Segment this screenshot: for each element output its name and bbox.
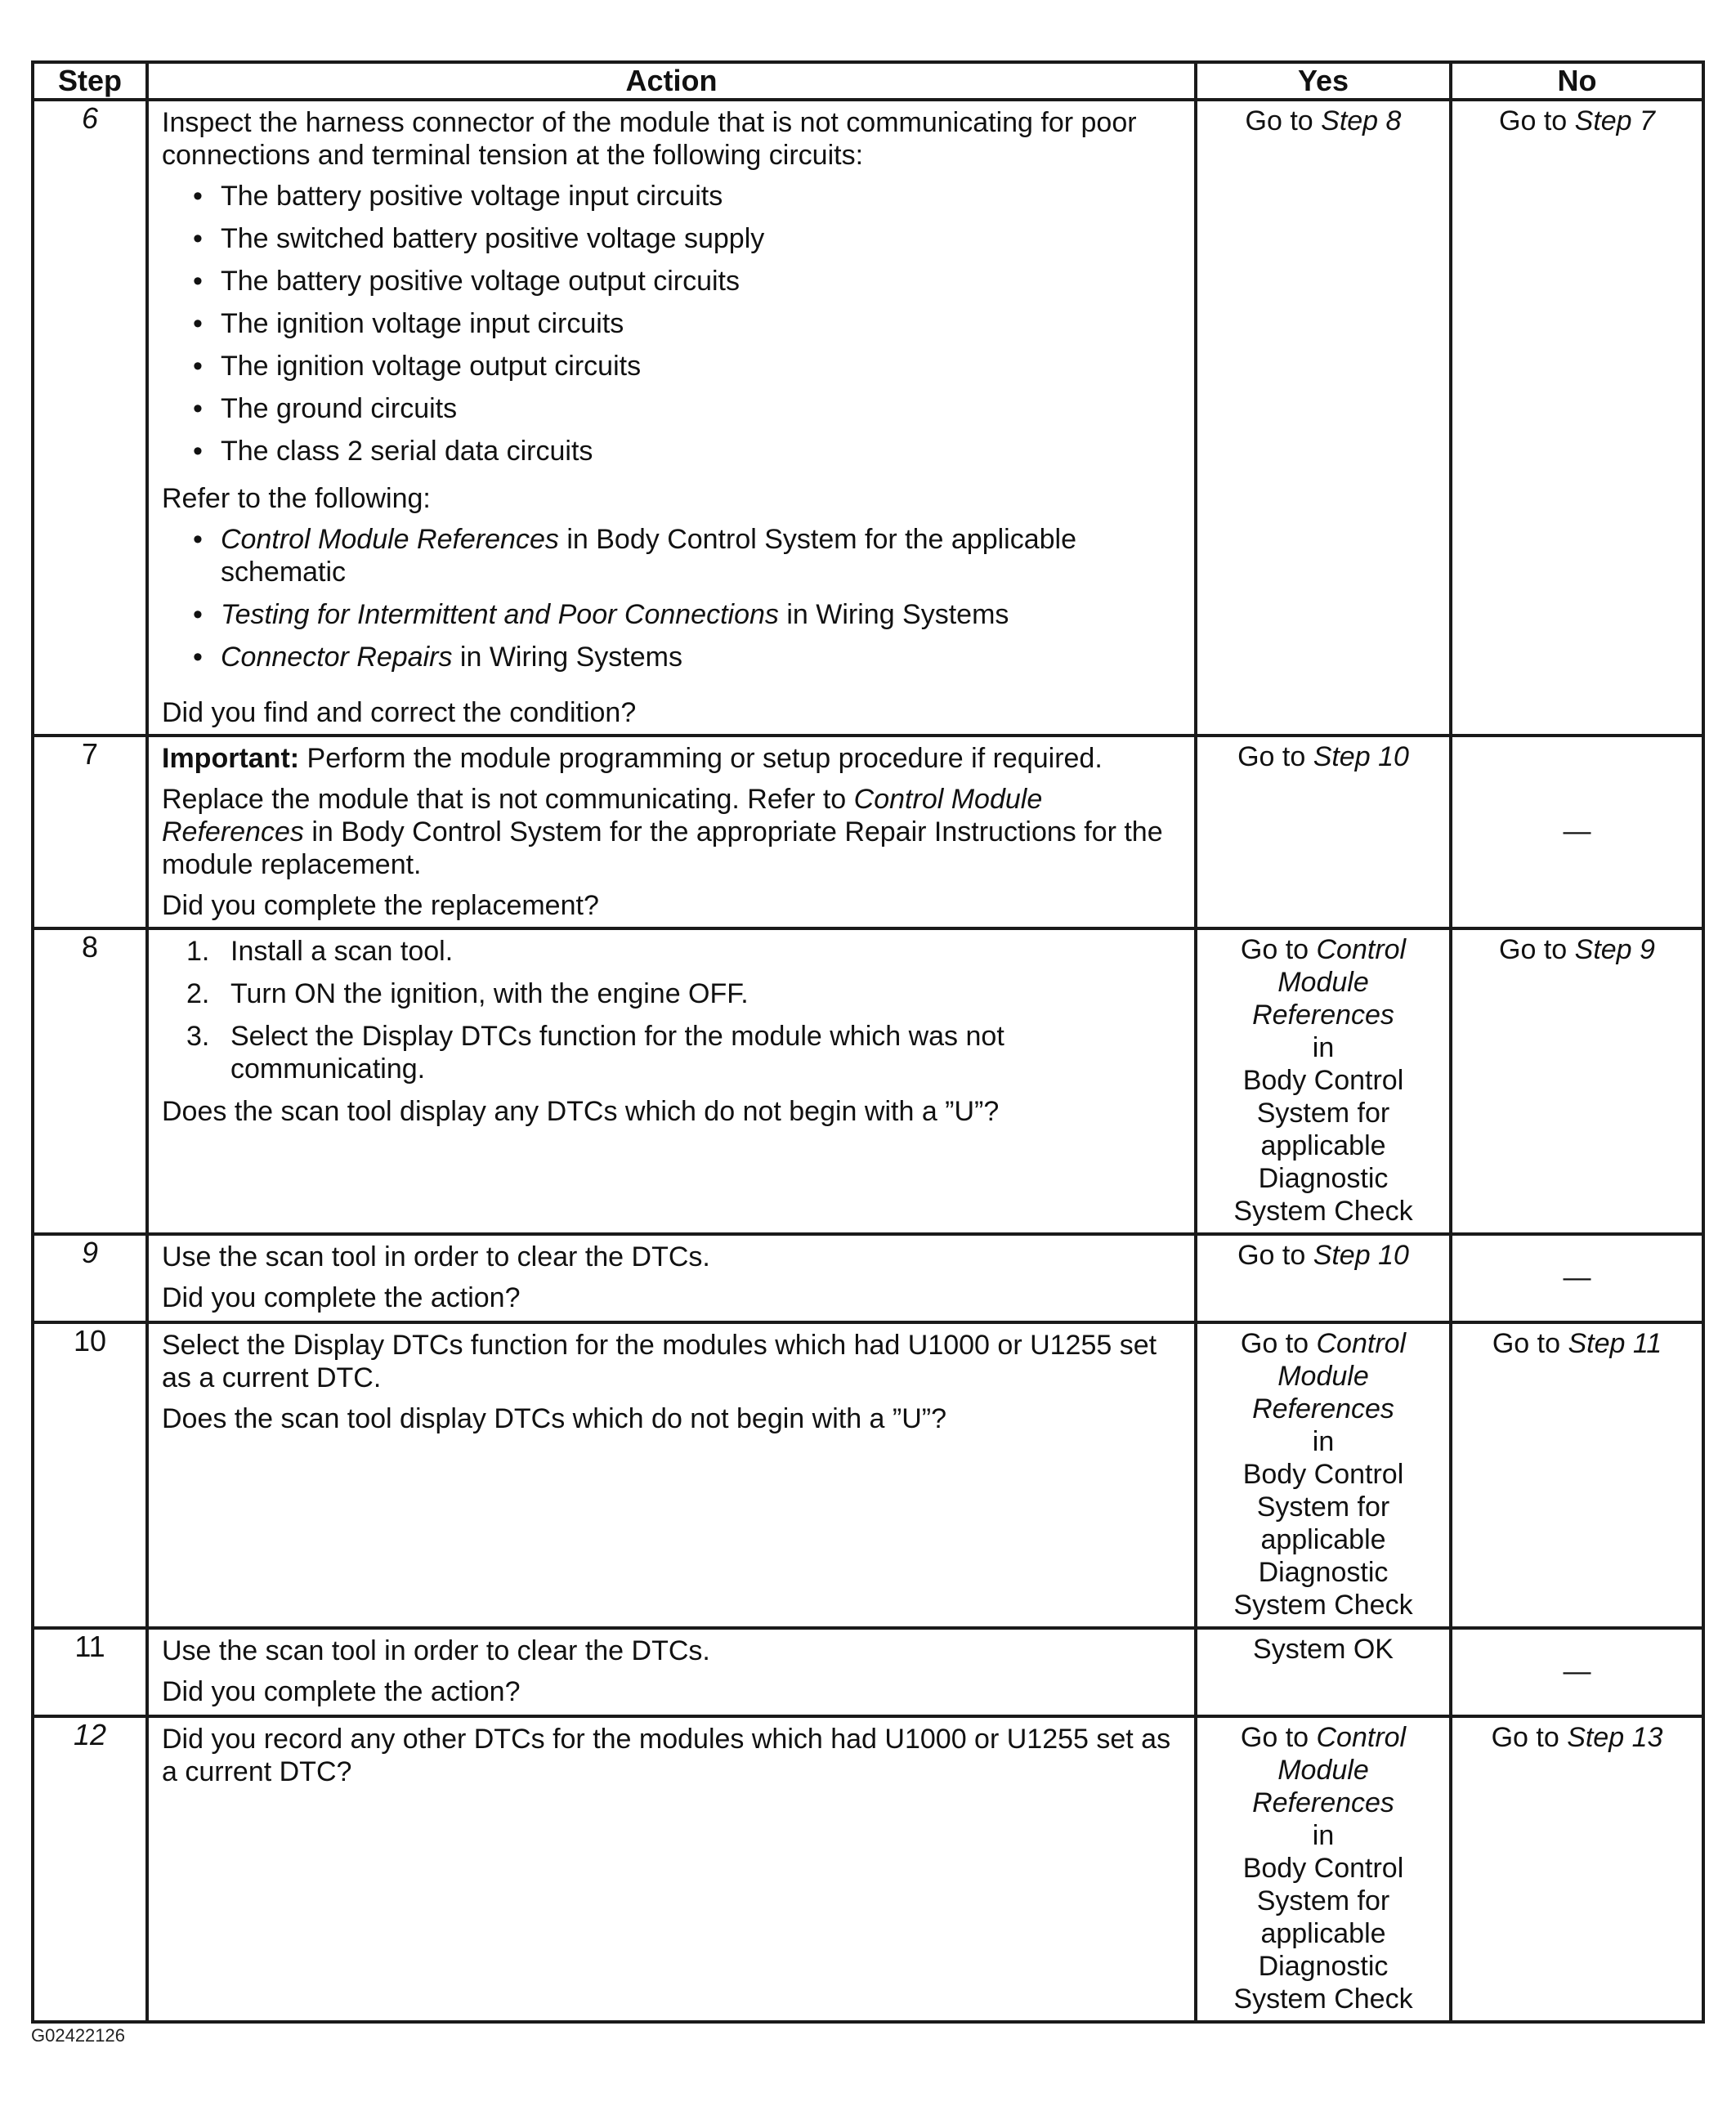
- table-row: [33, 1234, 1703, 1322]
- header-step: Step: [33, 62, 147, 100]
- yes-cell: Go to Step 10: [1196, 1234, 1451, 1322]
- list-item: • The battery positive voltage output circuits: [193, 266, 740, 297]
- no-cell: Go to Step 11: [1451, 1322, 1703, 1628]
- question-text: Does the scan tool display DTCs which do not begin with a ”U”?: [162, 1403, 947, 1434]
- list-item: • The class 2 serial data circuits: [193, 436, 593, 467]
- yes-cell: Go to Control Module References in Body Control System for applicable Diagnostic System Check: [1196, 928, 1451, 1234]
- table-row: [33, 1716, 1703, 2022]
- figure-code: G02422126: [31, 2025, 125, 2046]
- important-note: Important: Perform the module programming or setup procedure if required.: [162, 743, 1103, 774]
- question-text: Did you complete the action?: [162, 1676, 521, 1707]
- no-cell: —: [1451, 1234, 1703, 1322]
- question-text: Does the scan tool display any DTCs which do not begin with a ”U”?: [162, 1096, 1000, 1127]
- step-number: 10: [33, 1322, 147, 1628]
- list-item: • The battery positive voltage input circuits: [193, 181, 723, 212]
- table-row: [33, 736, 1703, 928]
- step-number: 7: [33, 736, 147, 928]
- list-item: • The ground circuits: [193, 393, 458, 424]
- list-item: • The ignition voltage input circuits: [193, 308, 624, 339]
- action-text: Use the scan tool in order to clear the DTCs.: [162, 1635, 710, 1666]
- yes-cell: Go to Step 10: [1196, 736, 1451, 928]
- yes-cell: Go to Control Module References in Body Control System for applicable Diagnostic System Check: [1196, 1322, 1451, 1628]
- step-number: 6: [33, 100, 147, 736]
- list-item: • Control Module References in Body Control System for the applicable schematic: [193, 524, 1076, 588]
- action-cell: [147, 1322, 1196, 1628]
- table-row: [33, 1322, 1703, 1628]
- yes-cell: Go to Control Module References in Body Control System for applicable Diagnostic System Check: [1196, 1716, 1451, 2022]
- step-number: 9: [33, 1234, 147, 1322]
- header-action: Action: [147, 62, 1196, 100]
- action-cell: [147, 100, 1196, 736]
- question-text: Did you record any other DTCs for the modules which had U1000 or U1255 set as a current DTC?: [162, 1724, 1171, 1787]
- list-item: 3. Select the Display DTCs function for the module which was not communicating.: [186, 1021, 1004, 1085]
- action-text: Select the Display DTCs function for the modules which had U1000 or U1255 set as a current DTC.: [162, 1330, 1157, 1393]
- list-item: • The ignition voltage output circuits: [193, 351, 642, 382]
- action-cell: [147, 928, 1196, 1234]
- no-cell: Go to Step 7: [1451, 100, 1703, 736]
- table-row: [33, 1628, 1703, 1716]
- table-row: [33, 100, 1703, 736]
- list-item: • Connector Repairs in Wiring Systems: [193, 642, 682, 673]
- question-text: Did you complete the replacement?: [162, 890, 599, 921]
- action-cell: [147, 736, 1196, 928]
- yes-cell: Go to Step 8: [1196, 100, 1451, 736]
- no-cell: —: [1451, 736, 1703, 928]
- header-no: No: [1451, 62, 1703, 100]
- no-cell: Go to Step 13: [1451, 1716, 1703, 2022]
- header-yes: Yes: [1196, 62, 1451, 100]
- circuit-list: [162, 180, 1181, 477]
- action-cell: [147, 1234, 1196, 1322]
- reference-list: [162, 523, 1181, 683]
- yes-cell: System OK: [1196, 1628, 1451, 1716]
- header-row: [33, 62, 1703, 100]
- no-cell: —: [1451, 1628, 1703, 1716]
- procedure-list: [162, 935, 1181, 1085]
- question-text: Did you complete the action?: [162, 1282, 521, 1313]
- action-cell: [147, 1628, 1196, 1716]
- step-number: 11: [33, 1628, 147, 1716]
- diagnostic-table: [31, 60, 1705, 2024]
- step-number: 12: [33, 1716, 147, 2022]
- list-item: 1. Install a scan tool.: [186, 936, 454, 967]
- action-text: Replace the module that is not communicating. Refer to Control Module References in Body Control System for the appropriate Repair Instructions for the module replacement.: [162, 784, 1163, 880]
- list-item: • The switched battery positive voltage supply: [193, 223, 765, 254]
- no-cell: Go to Step 9: [1451, 928, 1703, 1234]
- action-text: Inspect the harness connector of the module that is not communicating for poor connections and terminal tension at the following circuits:: [162, 107, 1137, 171]
- action-text: Use the scan tool in order to clear the DTCs.: [162, 1241, 710, 1272]
- list-item: 2. Turn ON the ignition, with the engine OFF.: [186, 978, 749, 1009]
- action-cell: [147, 1716, 1196, 2022]
- refer-label: Refer to the following:: [162, 483, 431, 514]
- list-item: • Testing for Intermittent and Poor Connections in Wiring Systems: [193, 599, 1009, 630]
- step-number: 8: [33, 928, 147, 1234]
- table-row: [33, 928, 1703, 1234]
- question-text: Did you find and correct the condition?: [162, 697, 637, 728]
